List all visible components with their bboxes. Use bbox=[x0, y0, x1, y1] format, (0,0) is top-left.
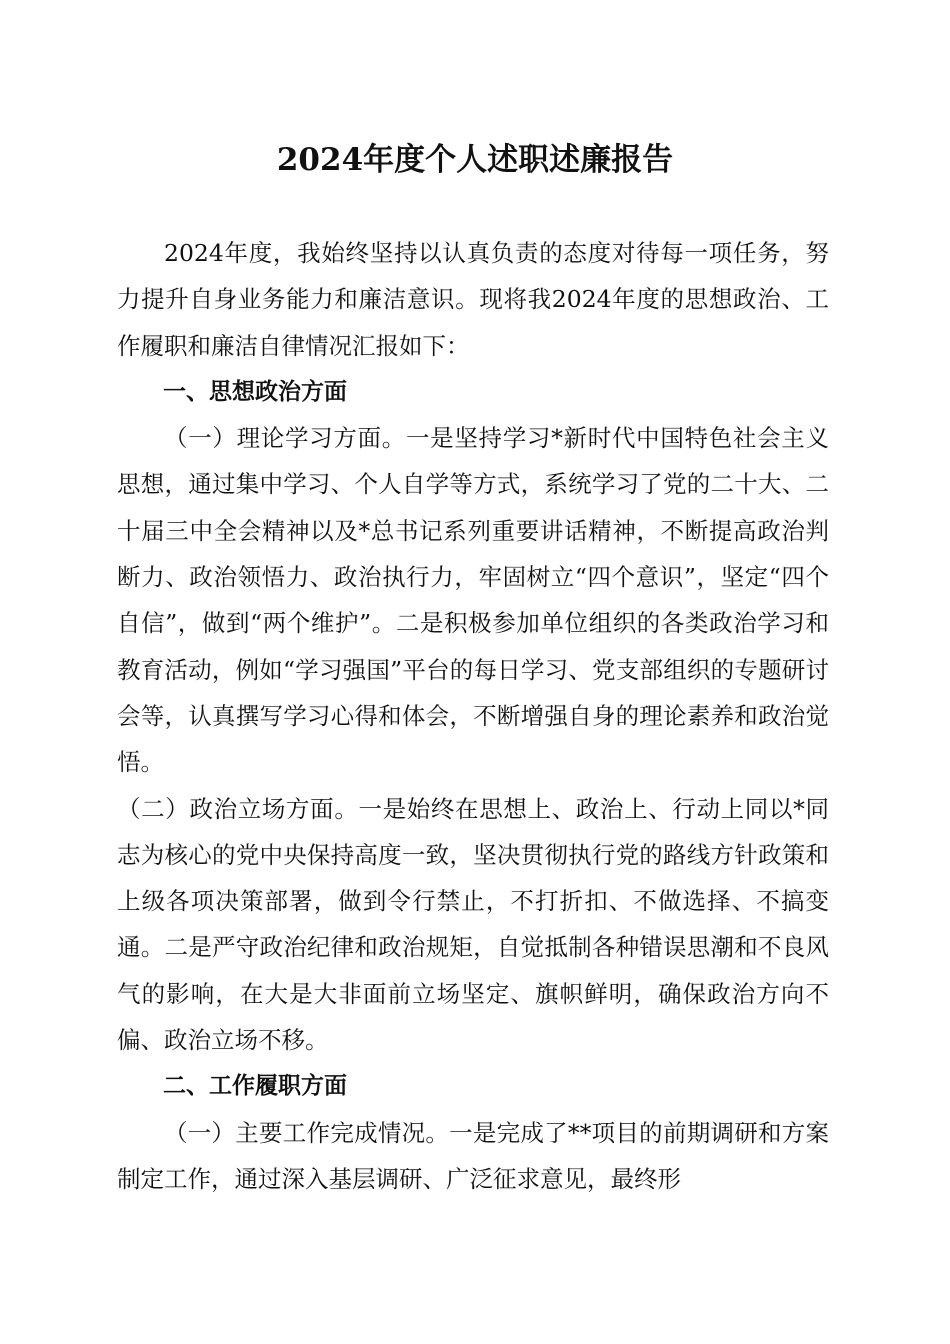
document-body bbox=[117, 230, 829, 1202]
intro-paragraph: 2024年度，我始终坚持以认真负责的态度对待每一项任务，努力提升自身业务能力和廉洁意识。现将我2024年度的思想政治、工作履职和廉洁自律情况汇报如下： bbox=[117, 239, 829, 360]
paragraph-main-work: （一）主要工作完成情况。一是完成了**项目的前期调研和方案制定工作，通过深入基层调研、广泛征求意见，最终形 bbox=[117, 1118, 829, 1193]
paragraph-theory-study: （一）理论学习方面。一是坚持学习*新时代中国特色社会主义思想，通过集中学习、个人自学等方式，系统学习了党的二十大、二十届三中全会精神以及*总书记系列重要讲话精神，不断提高政治判断力、政治领悟力、政治执行力，牢固树立“四个意识”，坚定“四个自信”，做到“两个维护”。二是积极参加单位组织的各类政治学习和教育活动，例如“学习强国”平台的每日学习、党支部组织的专题研讨会等，认真撰写学习心得和体会，不断增强自身的理论素养和政治觉悟。 bbox=[117, 424, 829, 777]
section-heading-duties: 二、工作履职方面 bbox=[163, 1073, 347, 1100]
section-heading-ideology: 一、思想政治方面 bbox=[163, 378, 347, 405]
paragraph-political-stance: （二）政治立场方面。一是始终在思想上、政治上、行动上同以*同志为核心的党中央保持高度一致，坚决贯彻执行党的路线方针政策和上级各项决策部署，做到令行禁止，不打折扣、不做选择、不搞变通。二是严守政治纪律和政治规矩，自觉抵制各种错误思潮和不良风气的影响，在大是大非面前立场坚定、旗帜鲜明，确保政治方向不偏、政治立场不移。 bbox=[117, 794, 829, 1055]
document-title: 2024年度个人述职述廉报告 bbox=[276, 142, 674, 178]
